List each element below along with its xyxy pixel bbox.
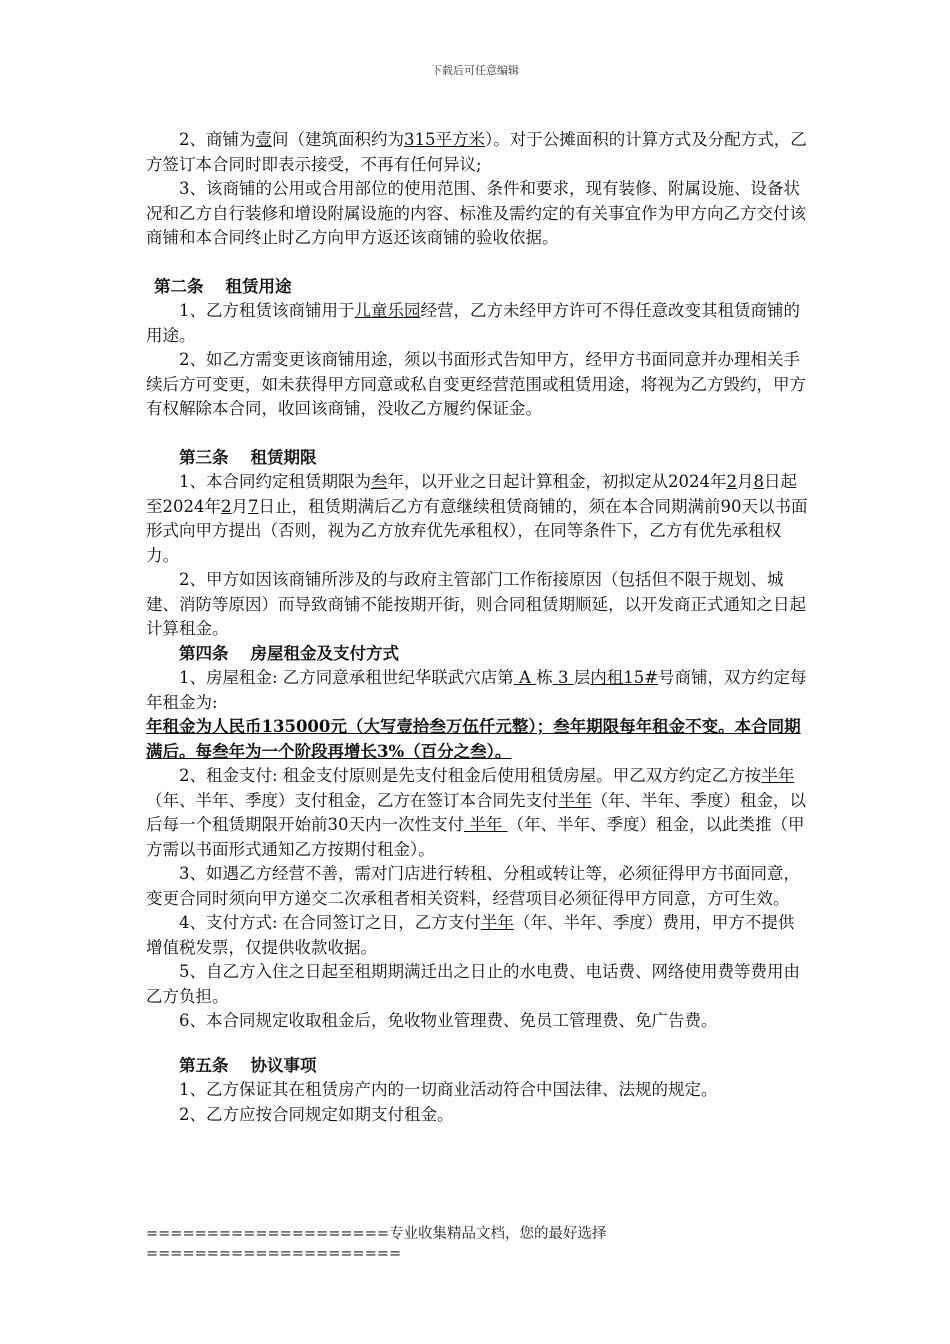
paragraph-rent-3: 3、如遇乙方经营不善，需对门店进行转租、分租或转让等，必须征得甲方书面同意，变更合同时须向甲方递交二次承租者相关资料，经营项目必须征得甲方同意，方可生效。 [146,864,800,908]
paragraph-rent-5: 5、自乙方入住之日起至租期期满迁出之日止的水电费、电话费、网络使用费等费用由乙方负担。 [146,962,800,1006]
paragraph-term-1: 1、本合同约定租赁期限为叁年，以开业之日起计算租金，初拟定从2024年2月8日起至2024年2月7日止，租赁期满后乙方有意继续租赁商铺的，须在本合同期满前90天以书面形式向甲方提出（否则，视为乙方放弃优先承租权），在同等条件下，乙方有优先承租权力。 [146,472,808,565]
section-heading-agreement: 第五条 协议事项 [179,1055,317,1075]
document-body [146,128,810,1127]
section-heading-rent: 第四条 房屋租金及支付方式 [179,643,399,663]
section-heading-term: 第三条 租赁期限 [179,447,317,467]
page-header: 下载后可任意编辑 [431,64,519,77]
paragraph-rent-4: 4、支付方式: 在合同签订之日，乙方支付半年（年、半年、季度）费用，甲方不提供增值税发票，仅提供收款收据。 [146,913,795,957]
paragraph-shop-facilities: 3、该商铺的公用或合用部位的使用范围、条件和要求，现有装修、附属设施、设备状况和乙方自行装修和增设附属设施的内容、标准及需约定的有关事宜作为甲方向乙方交付该商铺和本合同终止时乙方向甲方返还该商铺的验收依据。 [146,179,806,247]
paragraph-agreement-2: 2、乙方应按合同规定如期支付租金。 [179,1104,454,1124]
paragraph-agreement-1: 1、乙方保证其在租赁房产内的一切商业活动符合中国法律、法规的规定。 [179,1080,718,1099]
paragraph-term-2: 2、甲方如因该商铺所涉及的与政府主管部门工作衔接原因（包括但不限于规划、城建、消防等原因）而导致商铺不能按期开街，则合同租赁期顺延，以开发商正式通知之日起计算租金。 [146,570,806,638]
section-heading-usage: 第二条 租赁用途 [154,276,292,296]
page-footer: ====================专业收集精品文档，您的最好选择===================== [146,1226,607,1262]
paragraph-shop-units: 2、商铺为壹间（建筑面积约为315平方米）。对于公摊面积的计算方式及分配方式，乙方签订本合同时即表示接受，不再有任何异议; [146,130,807,174]
paragraph-rent-6: 6、本合同规定收取租金后，免收物业管理费、免员工管理费、免广告费。 [179,1011,718,1030]
paragraph-rent-amount: 年租金为人民币135000元（大写壹拾叁万伍仟元整）；叁年期限每年租金不变。本合同期满后。每叁年为一个阶段再增长3%（百分之叁）。 [146,717,801,761]
paragraph-usage-1: 1、乙方租赁该商铺用于儿童乐园经营，乙方未经甲方许可不得任意改变其租赁商铺的用途。 [146,301,800,345]
paragraph-rent-1: 1、房屋租金: 乙方同意承租世纪华联武穴店第 A 栋 3 层内租15#号商铺，双方约定每年租金为: [146,668,807,712]
paragraph-usage-2: 2、如乙方需变更该商铺用途，须以书面形式告知甲方，经甲方书面同意并办理相关手续后方可变更，如未获得甲方同意或私自变更经营范围或租赁用途，将视为乙方毁约，甲方有权解除本合同，收回该商铺，没收乙方履约保证金。 [146,350,806,418]
paragraph-rent-2: 2、租金支付: 租金支付原则是先支付租金后使用租赁房屋。甲乙双方约定乙方按半年（年、半年、季度）支付租金，乙方在签订本合同先支付半年（年、半年、季度）租金，以后每一个租赁期限开始前30天内一次性支付 半年 （年、半年、季度）租金，以此类推（甲方需以书面形式通知乙方按期付租金）。 [146,766,806,859]
